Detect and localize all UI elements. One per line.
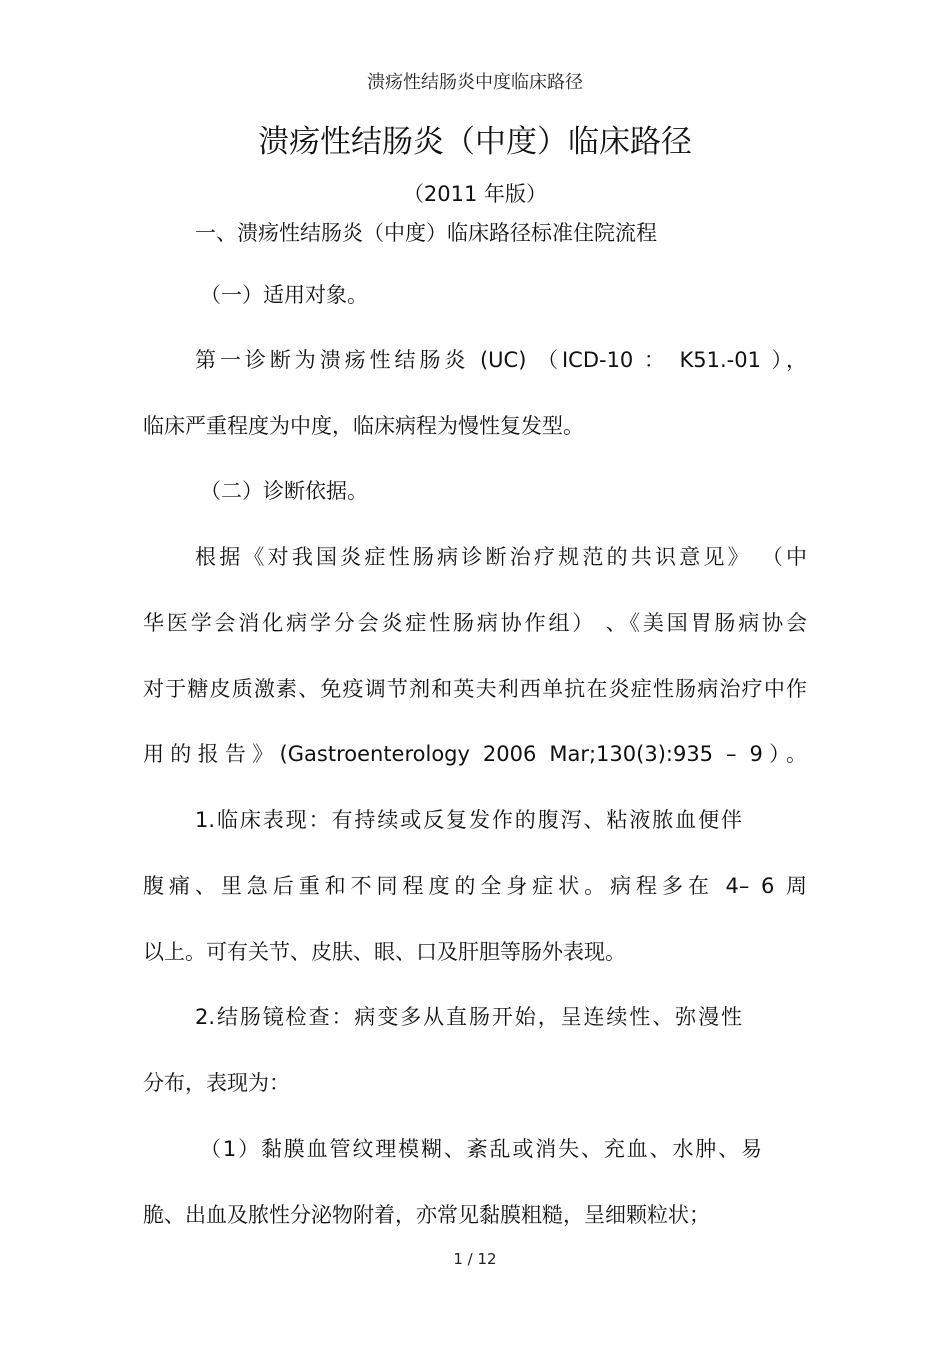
paragraph-line: 华医学会消化病学分会炎症性肠病协作组） 、《美国胃肠病协会: [143, 611, 807, 635]
subsection-heading-1: （一）适用对象。: [200, 283, 368, 307]
paragraph-line: 2.结肠镜检查：病变多从直肠开始，呈连续性、弥漫性: [195, 1005, 742, 1029]
paragraph-line: 临床严重程度为中度，临床病程为慢性复发型。: [143, 414, 584, 438]
paragraph-line: （1）黏膜血管纹理模糊、紊乱或消失、充血、水肿、易: [200, 1137, 762, 1161]
edition-subtitle: （2011 年版）: [402, 182, 548, 206]
running-header: 溃疡性结肠炎中度临床路径: [367, 72, 583, 93]
paragraph-line: 用的报告》(Gastroenterology 2006 Mar;130(3):935 – 9）。: [143, 742, 807, 766]
paragraph-line: 对于糖皮质激素、免疫调节剂和英夫利西单抗在炎症性肠病治疗中作: [143, 677, 807, 701]
paragraph-line: 脆、出血及脓性分泌物附着，亦常见黏膜粗糙，呈细颗粒状；: [143, 1203, 710, 1227]
paragraph-line: 1.临床表现：有持续或反复发作的腹泻、粘液脓血便伴: [195, 808, 742, 832]
page-number: 1 / 12: [453, 1250, 497, 1268]
subsection-heading-2: （二）诊断依据。: [200, 479, 368, 503]
paragraph-line: 以上。可有关节、皮肤、眼、口及肝胆等肠外表现。: [143, 940, 626, 964]
paragraph-line: 根据《对我国炎症性肠病诊断治疗规范的共识意见》 （中: [195, 545, 807, 569]
paragraph-line: 腹痛、里急后重和不同程度的全身症状。病程多在 4– 6 周: [143, 874, 807, 898]
paragraph-line: 分布，表现为：: [143, 1071, 290, 1095]
document-title: 溃疡性结肠炎（中度）临床路径: [258, 124, 692, 160]
section-heading-1: 一、溃疡性结肠炎（中度）临床路径标准住院流程: [195, 221, 657, 245]
paragraph-line: 第一诊断为溃疡性结肠炎 (UC) （ICD-10 ： K51.-01 ），: [195, 348, 807, 372]
